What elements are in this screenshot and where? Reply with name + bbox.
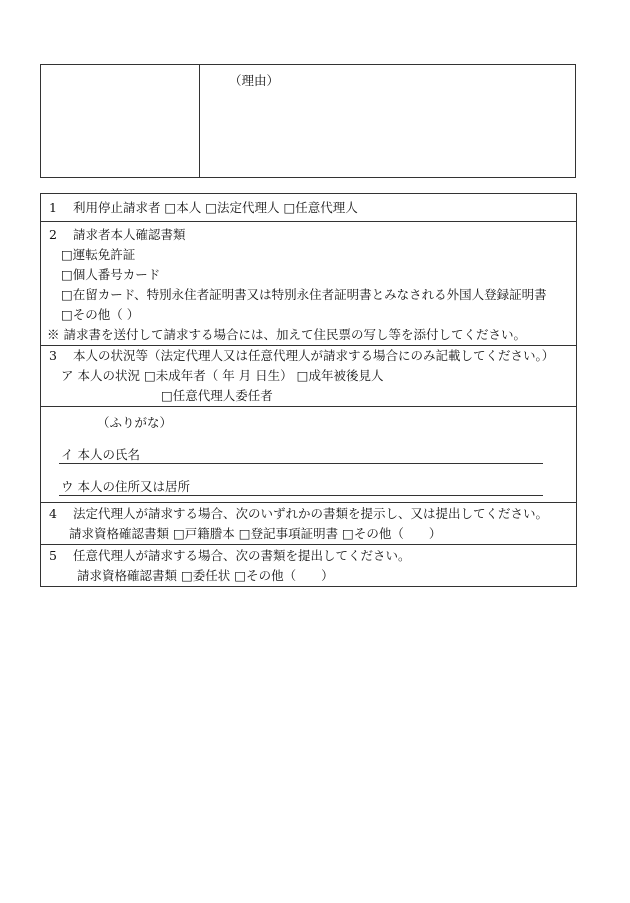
option-my-number-card[interactable]: □個人番号カード (61, 267, 161, 282)
section-number: 1 (49, 200, 57, 215)
furigana-label: （ふりがな） (97, 415, 173, 430)
option-other-document[interactable]: □その他（ ） (61, 307, 140, 322)
section-identity-documents (41, 221, 576, 345)
section-principal-identity (41, 406, 576, 502)
section-title: 本人の状況等（法定代理人又は任意代理人が請求する場合にのみ記載してください。） (72, 348, 555, 363)
option-voluntary-principal[interactable]: □任意代理人委任者 (161, 388, 273, 403)
section-number: 4 (49, 506, 57, 521)
section-principal-status (41, 345, 576, 406)
request-form (40, 193, 577, 587)
section-number: 5 (49, 548, 57, 563)
reason-box (40, 64, 576, 178)
voluntary-rep-documents[interactable]: 請求資格確認書類 □委任状 □その他（ ） (77, 568, 334, 583)
section-title: 請求者本人確認書類 (72, 227, 186, 242)
principal-name-label: イ 本人の氏名 (59, 447, 543, 464)
option-drivers-license[interactable]: □運転免許証 (61, 247, 136, 262)
principal-status-options[interactable]: ア 本人の状況 □未成年者（ 年 月 日生） □成年被後見人 (61, 368, 384, 383)
reason-label: （理由） (229, 73, 280, 88)
reason-divider (199, 65, 200, 177)
option-residence-card[interactable]: □在留カード、特別永住者証明書又は特別永住者証明書とみなされる外国人登録証明書 (61, 287, 547, 302)
section-number: 3 (49, 348, 57, 363)
principal-address-field[interactable] (59, 479, 555, 497)
section-title: 任意代理人が請求する場合、次の書類を提出してください。 (72, 548, 411, 563)
section-legal-representative (41, 502, 576, 544)
section-title: 法定代理人が請求する場合、次のいずれかの書類を提示し、又は提出してください。 (72, 506, 548, 521)
section-requester (41, 194, 576, 221)
section-number: 2 (49, 227, 57, 242)
requester-options[interactable]: 利用停止請求者 □本人 □法定代理人 □任意代理人 (72, 200, 358, 215)
section-voluntary-representative (41, 544, 576, 586)
principal-address-label: ウ 本人の住所又は居所 (59, 479, 543, 496)
legal-rep-documents[interactable]: 請求資格確認書類 □戸籍謄本 □登記事項証明書 □その他（ ） (69, 526, 442, 541)
principal-name-field[interactable] (59, 447, 555, 465)
mailing-note: ※ 請求書を送付して請求する場合には、加えて住民票の写し等を添付してください。 (47, 327, 526, 342)
